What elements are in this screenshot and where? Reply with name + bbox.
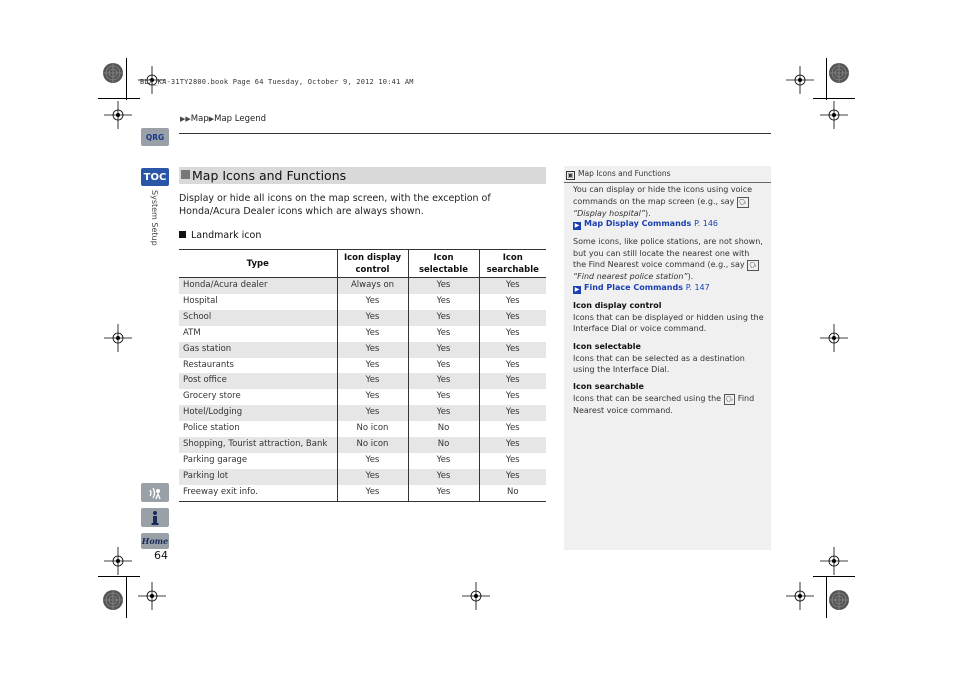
definition-icon-searchable <box>573 381 765 416</box>
table-cell: Yes <box>479 453 546 469</box>
landmark-type-cell: Honda/Acura dealer <box>179 278 337 294</box>
xref-label: Find Place Commands <box>584 283 683 292</box>
definition-heading: Icon selectable <box>573 342 641 351</box>
table-cell: No <box>408 421 479 437</box>
landmark-type-cell: Parking garage <box>183 454 248 465</box>
subheading-marker <box>179 231 186 238</box>
table-cell: Yes <box>408 453 479 469</box>
landmark-type-cell: Freeway exit info. <box>179 485 337 501</box>
home-icon: Home <box>141 536 169 546</box>
side-notes-header <box>564 166 771 183</box>
table-cell: Yes <box>479 310 546 326</box>
note-quote: “Display hospital” <box>573 208 646 218</box>
table-cell: No icon <box>337 421 408 437</box>
table-row <box>179 469 546 485</box>
definition-text: Icons that can be selected as a destination using the Interface Dial. <box>573 353 745 374</box>
landmark-type-cell: ATM <box>183 327 201 338</box>
landmark-type-cell: School <box>179 310 337 326</box>
table-cell: Yes <box>408 485 479 501</box>
table-cell: Yes <box>479 278 546 294</box>
note-marker-icon: ▣ <box>567 172 574 179</box>
table-row <box>179 421 546 437</box>
definition-text-a: Icons that can be searched using the <box>573 393 722 403</box>
table-cell: Yes <box>337 358 408 374</box>
definition-heading: Icon searchable <box>573 382 644 391</box>
print-header: BLX_KA-31TY2800.book Page 64 Tuesday, October 9, 2012 10:41 AM <box>140 78 414 86</box>
table-cell: Yes <box>337 389 408 405</box>
table-cell: Yes <box>337 453 408 469</box>
landmark-type-cell: Police station <box>183 423 240 434</box>
table-cell: Yes <box>408 342 479 358</box>
table-cell: Yes <box>408 326 479 342</box>
definition-icon-display-control <box>573 300 765 335</box>
landmark-type-cell: Grocery store <box>183 391 241 402</box>
column-header-selectable: Icon selectable <box>408 250 479 278</box>
definition-text <box>573 393 765 417</box>
table-cell: No <box>479 485 546 501</box>
xref-page: P. 147 <box>685 283 710 292</box>
breadcrumb-separator: ▶ <box>208 115 215 123</box>
header-rule <box>179 133 771 134</box>
landmark-type-cell: Gas station <box>179 342 337 358</box>
table-row <box>179 373 546 389</box>
table-cell: Yes <box>479 358 546 374</box>
table-cell: Yes <box>479 342 546 358</box>
table-cell: Yes <box>408 358 479 374</box>
table-cell: Yes <box>408 373 479 389</box>
table-row <box>179 485 546 501</box>
table-cell: Yes <box>337 469 408 485</box>
table-cell: Yes <box>479 294 546 310</box>
table-cell: Yes <box>479 405 546 421</box>
xref-page: P. 146 <box>694 219 718 228</box>
info-button[interactable] <box>141 508 169 527</box>
table-row <box>179 326 546 342</box>
table-cell: Yes <box>337 326 408 342</box>
note-voice-commands <box>573 184 765 219</box>
note-text-end: ). <box>645 208 651 218</box>
info-icon <box>149 510 161 526</box>
voice-command-icon: 🗣 <box>749 262 757 269</box>
landmark-subheading <box>179 230 261 241</box>
note-text: Some icons, like police stations, are not shown, but you can still locate the nearest one with the Find Nearest voice command (e.g., say <box>573 237 763 269</box>
breadcrumb-map-legend[interactable]: Map Legend <box>214 114 266 124</box>
chapter-label: System Setup <box>150 190 159 246</box>
table-cell: Yes <box>337 310 408 326</box>
subheading-text: Landmark icon <box>191 230 262 241</box>
definition-heading: Icon display control <box>573 301 662 310</box>
toc-button[interactable]: TOC <box>141 168 169 186</box>
voice-command-icon: 🗣 <box>725 395 734 403</box>
definition-text: Icons that can be displayed or hidden using the Interface Dial or voice command. <box>573 312 764 333</box>
breadcrumb-arrows: ▶▶ <box>180 115 191 123</box>
table-cell: Yes <box>479 326 546 342</box>
table-cell: No <box>408 437 479 453</box>
landmark-type-cell: Restaurants <box>183 359 234 370</box>
table-cell: Yes <box>479 469 546 485</box>
table-cell: No icon <box>337 437 408 453</box>
table-cell: Yes <box>479 389 546 405</box>
voice-command-button[interactable] <box>141 483 169 502</box>
note-text-end: ). <box>687 272 694 281</box>
table-row <box>179 294 546 310</box>
table-cell: Yes <box>337 373 408 389</box>
landmark-type-cell: Post office <box>179 373 337 389</box>
table-cell: Yes <box>479 421 546 437</box>
xref-map-display-commands[interactable] <box>573 218 765 230</box>
section-marker <box>181 170 190 179</box>
xref-label: Map Display Commands <box>584 219 692 228</box>
note-text: You can display or hide the icons using voice commands on the map screen (e.g., say <box>573 185 753 206</box>
table-cell: Yes <box>408 405 479 421</box>
section-title-bar <box>179 167 546 184</box>
table-row <box>179 310 546 326</box>
breadcrumb-map-link[interactable]: Map <box>190 114 209 124</box>
table-row <box>179 358 546 374</box>
table-cell: Yes <box>337 294 408 310</box>
table-cell: Yes <box>408 469 479 485</box>
xref-arrow-icon: ▶ <box>574 286 580 293</box>
definition-text-b: Find Nearest voice command. <box>573 393 755 415</box>
definition-icon-selectable <box>573 341 765 376</box>
note-find-nearest <box>573 236 765 283</box>
voice-command-icon: 🗣 <box>738 198 747 206</box>
table-row <box>179 389 546 405</box>
landmark-type-cell: Hospital <box>183 295 218 306</box>
table-cell: Yes <box>408 278 479 294</box>
page-number: 64 <box>154 549 168 562</box>
column-header-type: Type <box>179 250 337 278</box>
table-row <box>179 405 546 421</box>
landmark-type-cell: Shopping, Tourist attraction, Bank <box>179 437 337 453</box>
table-cell: Yes <box>408 310 479 326</box>
landmark-type-cell: Hotel/Lodging <box>179 405 337 421</box>
table-cell: Yes <box>337 405 408 421</box>
table-row <box>179 453 546 469</box>
qrg-button[interactable]: QRG <box>141 128 169 146</box>
breadcrumb <box>180 114 266 124</box>
side-notes-title: Map Icons and Functions <box>578 169 671 178</box>
table-cell: Always on <box>337 278 408 294</box>
table-cell: Yes <box>337 485 408 501</box>
table-row <box>179 278 546 294</box>
table-row <box>179 437 546 453</box>
note-quote: “Find nearest police station” <box>573 272 688 281</box>
table-cell: Yes <box>337 342 408 358</box>
home-button[interactable] <box>141 533 169 549</box>
table-cell: Yes <box>408 294 479 310</box>
landmark-icon-table <box>179 249 546 502</box>
table-row <box>179 342 546 358</box>
xref-arrow-icon: ▶ <box>574 222 580 229</box>
voice-command-icon <box>147 486 163 500</box>
section-intro: Display or hide all icons on the map screen, with the exception of Honda/Acura Dealer icons which are always shown. <box>179 193 491 217</box>
table-cell: Yes <box>479 373 546 389</box>
table-cell: Yes <box>408 389 479 405</box>
xref-find-place-commands[interactable] <box>573 282 765 294</box>
column-header-display-control: Icon display control <box>337 250 408 278</box>
section-title: Map Icons and Functions <box>192 168 347 183</box>
landmark-type-cell: Parking lot <box>179 469 337 485</box>
column-header-searchable: Icon searchable <box>479 250 546 278</box>
table-cell: Yes <box>479 437 546 453</box>
side-notes-panel <box>564 166 771 550</box>
